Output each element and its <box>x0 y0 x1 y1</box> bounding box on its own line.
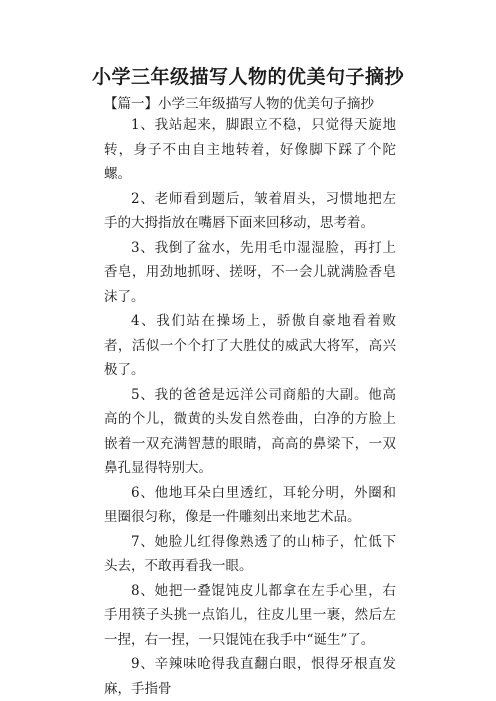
paragraph: 4、我们站在操场上，骄傲自豪地看着败者，活似一个个打了大胜仗的威武大将军，高兴极了。 <box>104 313 396 378</box>
document-title: 小学三年级描写人物的优美句子摘抄 <box>91 66 404 88</box>
paragraph: 6、他地耳朵白里透红，耳轮分明，外圈和里圈很匀称，像是一件雕刻出来地艺术品。 <box>104 484 396 525</box>
paragraph: 3、我倒了盆水，先用毛巾湿湿脸，再打上香皂，用劲地抓呀、搓呀，不一会儿就满脸香皂沫了。 <box>104 239 396 305</box>
document-body <box>104 113 396 701</box>
paragraph: 9、辛辣味呛得我直翻白眼，恨得牙根直发麻，手指骨 <box>104 656 396 697</box>
paragraph: 1、我站起来，脚跟立不稳，只觉得天旋地转，身子不由自主地转着，好像脚下踩了个陀螺。 <box>104 117 396 182</box>
paragraph: 8、她把一叠馄饨皮儿都拿在左手心里，右手用筷子头挑一点馅儿，往皮儿里一裹，然后左一捏，右一捏，一只馄饨在我手中“诞生”了。 <box>104 582 396 648</box>
section-heading: 【篇一】小学三年级描写人物的优美句子摘抄 <box>104 96 374 112</box>
paragraph: 5、我的爸爸是远洋公司商船的大副。他高高的个儿，微黄的头发自然卷曲，白净的方脸上嵌着一双充满智慧的眼睛，高高的鼻梁下，一双鼻孔显得特别大。 <box>104 386 396 476</box>
paragraph: 7、她脸儿红得像熟透了的山柿子，忙低下头去，不敢再看我一眼。 <box>104 533 396 574</box>
paragraph: 2、老师看到题后，皱着眉头，习惯地把左手的大拇指放在嘴唇下面来回移动，思考着。 <box>104 190 396 231</box>
